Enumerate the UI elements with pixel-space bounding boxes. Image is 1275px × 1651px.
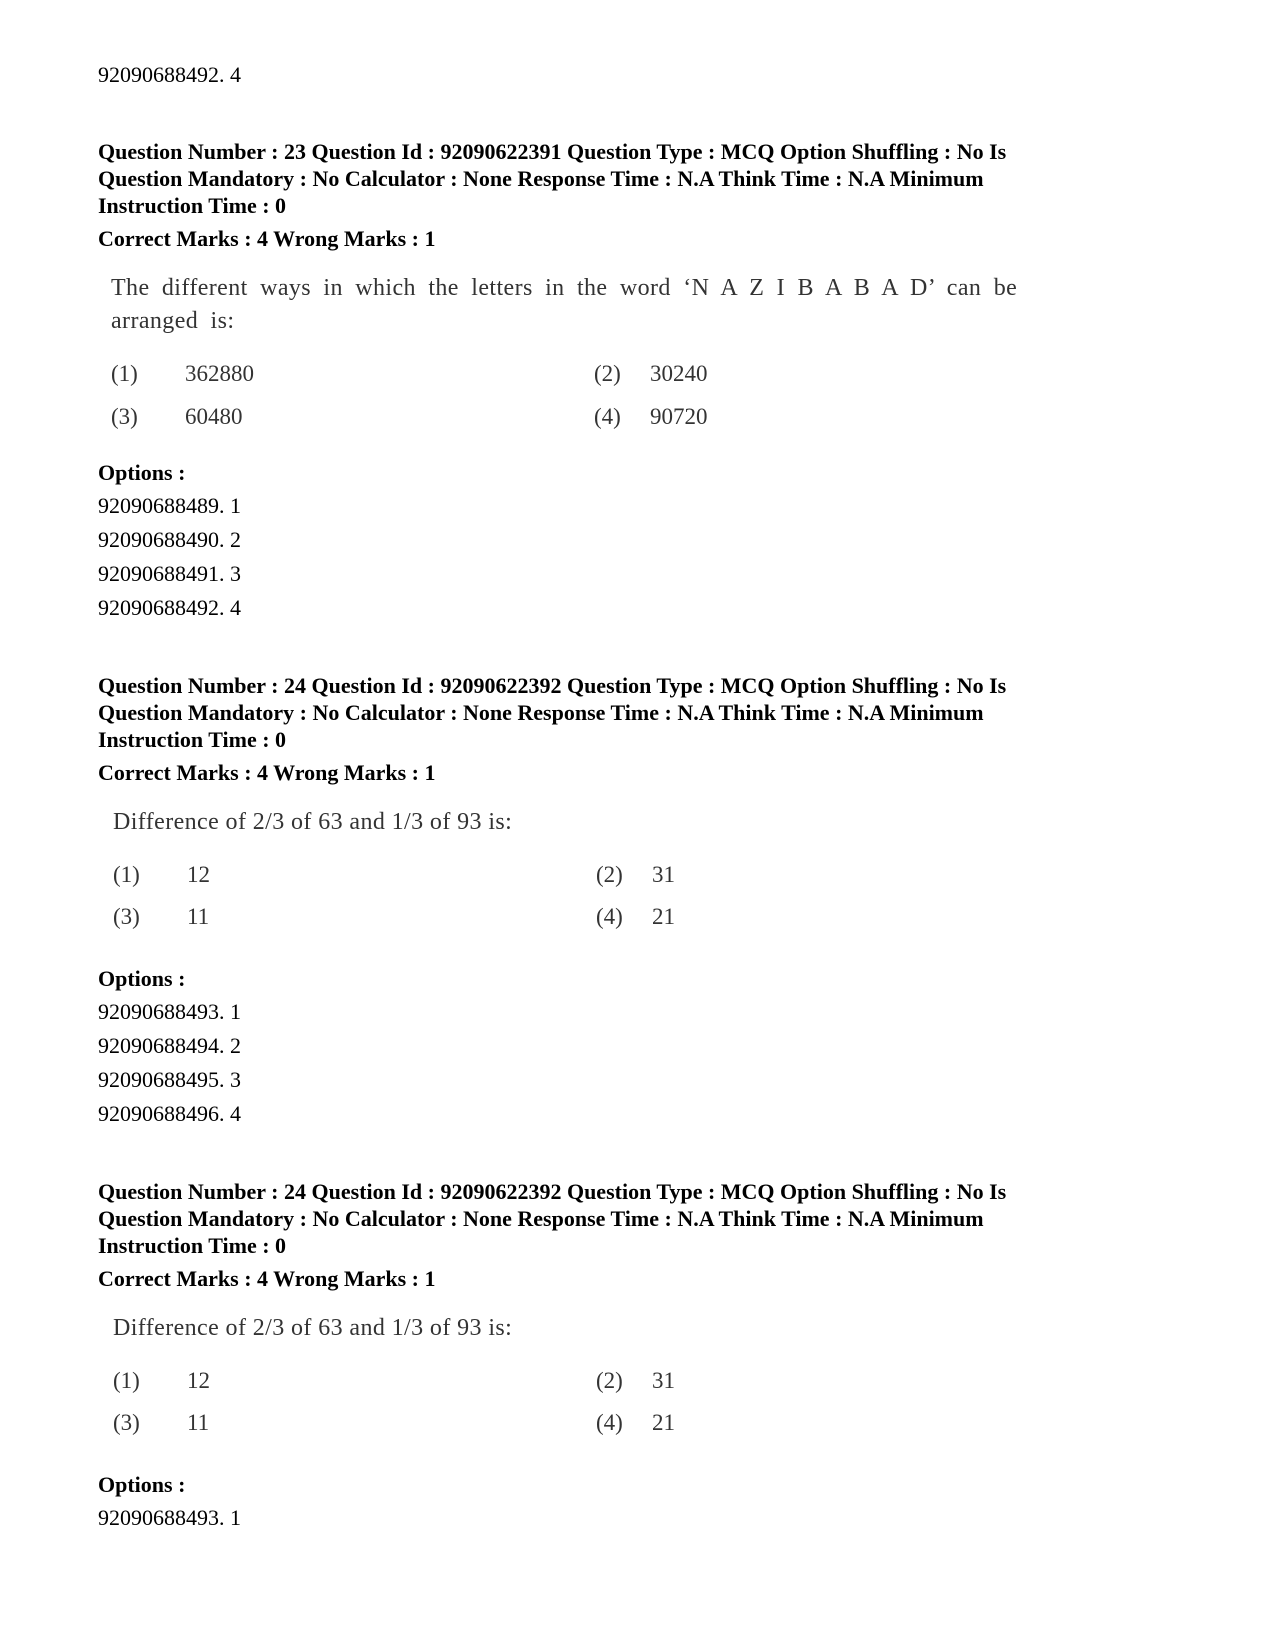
question-header-line: Question Mandatory : No Calculator : None Response Time : N.A Think Time : N.A Minimum [98,700,984,725]
choice-number: (2) [596,1368,623,1393]
marks-line: Correct Marks : 4 Wrong Marks : 1 [98,226,436,251]
choice-4 [596,902,675,932]
question-header-line: Instruction Time : 0 [98,1233,287,1258]
choice-value: 90720 [650,404,708,429]
marks-line: Correct Marks : 4 Wrong Marks : 1 [98,1266,436,1291]
choice-number: (1) [111,361,138,386]
choice-value: 30240 [650,361,708,386]
choice-number: (4) [594,404,621,429]
choice-2 [594,359,708,389]
choice-value: 11 [187,904,210,929]
choice-2 [596,860,675,890]
choice-number: (2) [594,361,621,386]
choice-1 [113,860,210,890]
question-header-line: Question Mandatory : No Calculator : None Response Time : N.A Think Time : N.A Minimum [98,166,984,191]
choice-value: 362880 [185,361,254,386]
choice-value: 11 [187,1410,210,1435]
option-line: 92090688493. 1 [98,1505,241,1530]
option-line: 92090688490. 2 [98,527,241,552]
choice-value: 60480 [185,404,243,429]
choice-4 [594,402,708,432]
question-header-line: Instruction Time : 0 [98,193,287,218]
choice-4 [596,1408,675,1438]
option-line: 92090688492. 4 [98,595,241,620]
choice-number: (3) [113,904,140,929]
question-header-line: Question Number : 23 Question Id : 92090622391 Question Type : MCQ Option Shuffling : No Is [98,139,1007,164]
choice-value: 31 [652,1368,675,1393]
choice-value: 21 [652,1410,675,1435]
choice-2 [596,1366,675,1396]
choice-1 [111,359,254,389]
question-text: Difference of 2/3 of 63 and 1/3 of 93 is: [113,1315,513,1341]
option-line: 92090688494. 2 [98,1033,241,1058]
choice-number: (3) [113,1410,140,1435]
choice-value: 31 [652,862,675,887]
choice-number: (3) [111,404,138,429]
question-header-line: Question Number : 24 Question Id : 92090622392 Question Type : MCQ Option Shuffling : No Is [98,673,1007,698]
choice-3 [113,1408,209,1438]
option-line: 92090688492. 4 [98,62,241,87]
question-header-line: Question Mandatory : No Calculator : None Response Time : N.A Think Time : N.A Minimum [98,1206,984,1231]
marks-line: Correct Marks : 4 Wrong Marks : 1 [98,760,436,785]
options-label: Options : [98,460,186,485]
option-line: 92090688493. 1 [98,999,241,1024]
option-line: 92090688491. 3 [98,561,241,586]
choice-3 [113,902,209,932]
choice-number: (4) [596,904,623,929]
choice-number: (2) [596,862,623,887]
options-label: Options : [98,966,186,991]
option-line: 92090688496. 4 [98,1101,241,1126]
choice-3 [111,402,243,432]
choice-number: (1) [113,862,140,887]
choice-value: 12 [187,1368,210,1393]
option-line: 92090688495. 3 [98,1067,241,1092]
question-text: Difference of 2/3 of 63 and 1/3 of 93 is: [113,809,513,835]
choice-value: 21 [652,904,675,929]
question-text: The different ways in which the letters in the word ‘N A Z I B A B A D’ can be [111,275,1018,301]
option-line: 92090688489. 1 [98,493,241,518]
choice-value: 12 [187,862,210,887]
choice-number: (1) [113,1368,140,1393]
choice-number: (4) [596,1410,623,1435]
question-text: arranged is: [111,308,235,334]
choice-1 [113,1366,210,1396]
options-label: Options : [98,1472,186,1497]
question-header-line: Question Number : 24 Question Id : 92090622392 Question Type : MCQ Option Shuffling : No Is [98,1179,1007,1204]
question-header-line: Instruction Time : 0 [98,727,287,752]
